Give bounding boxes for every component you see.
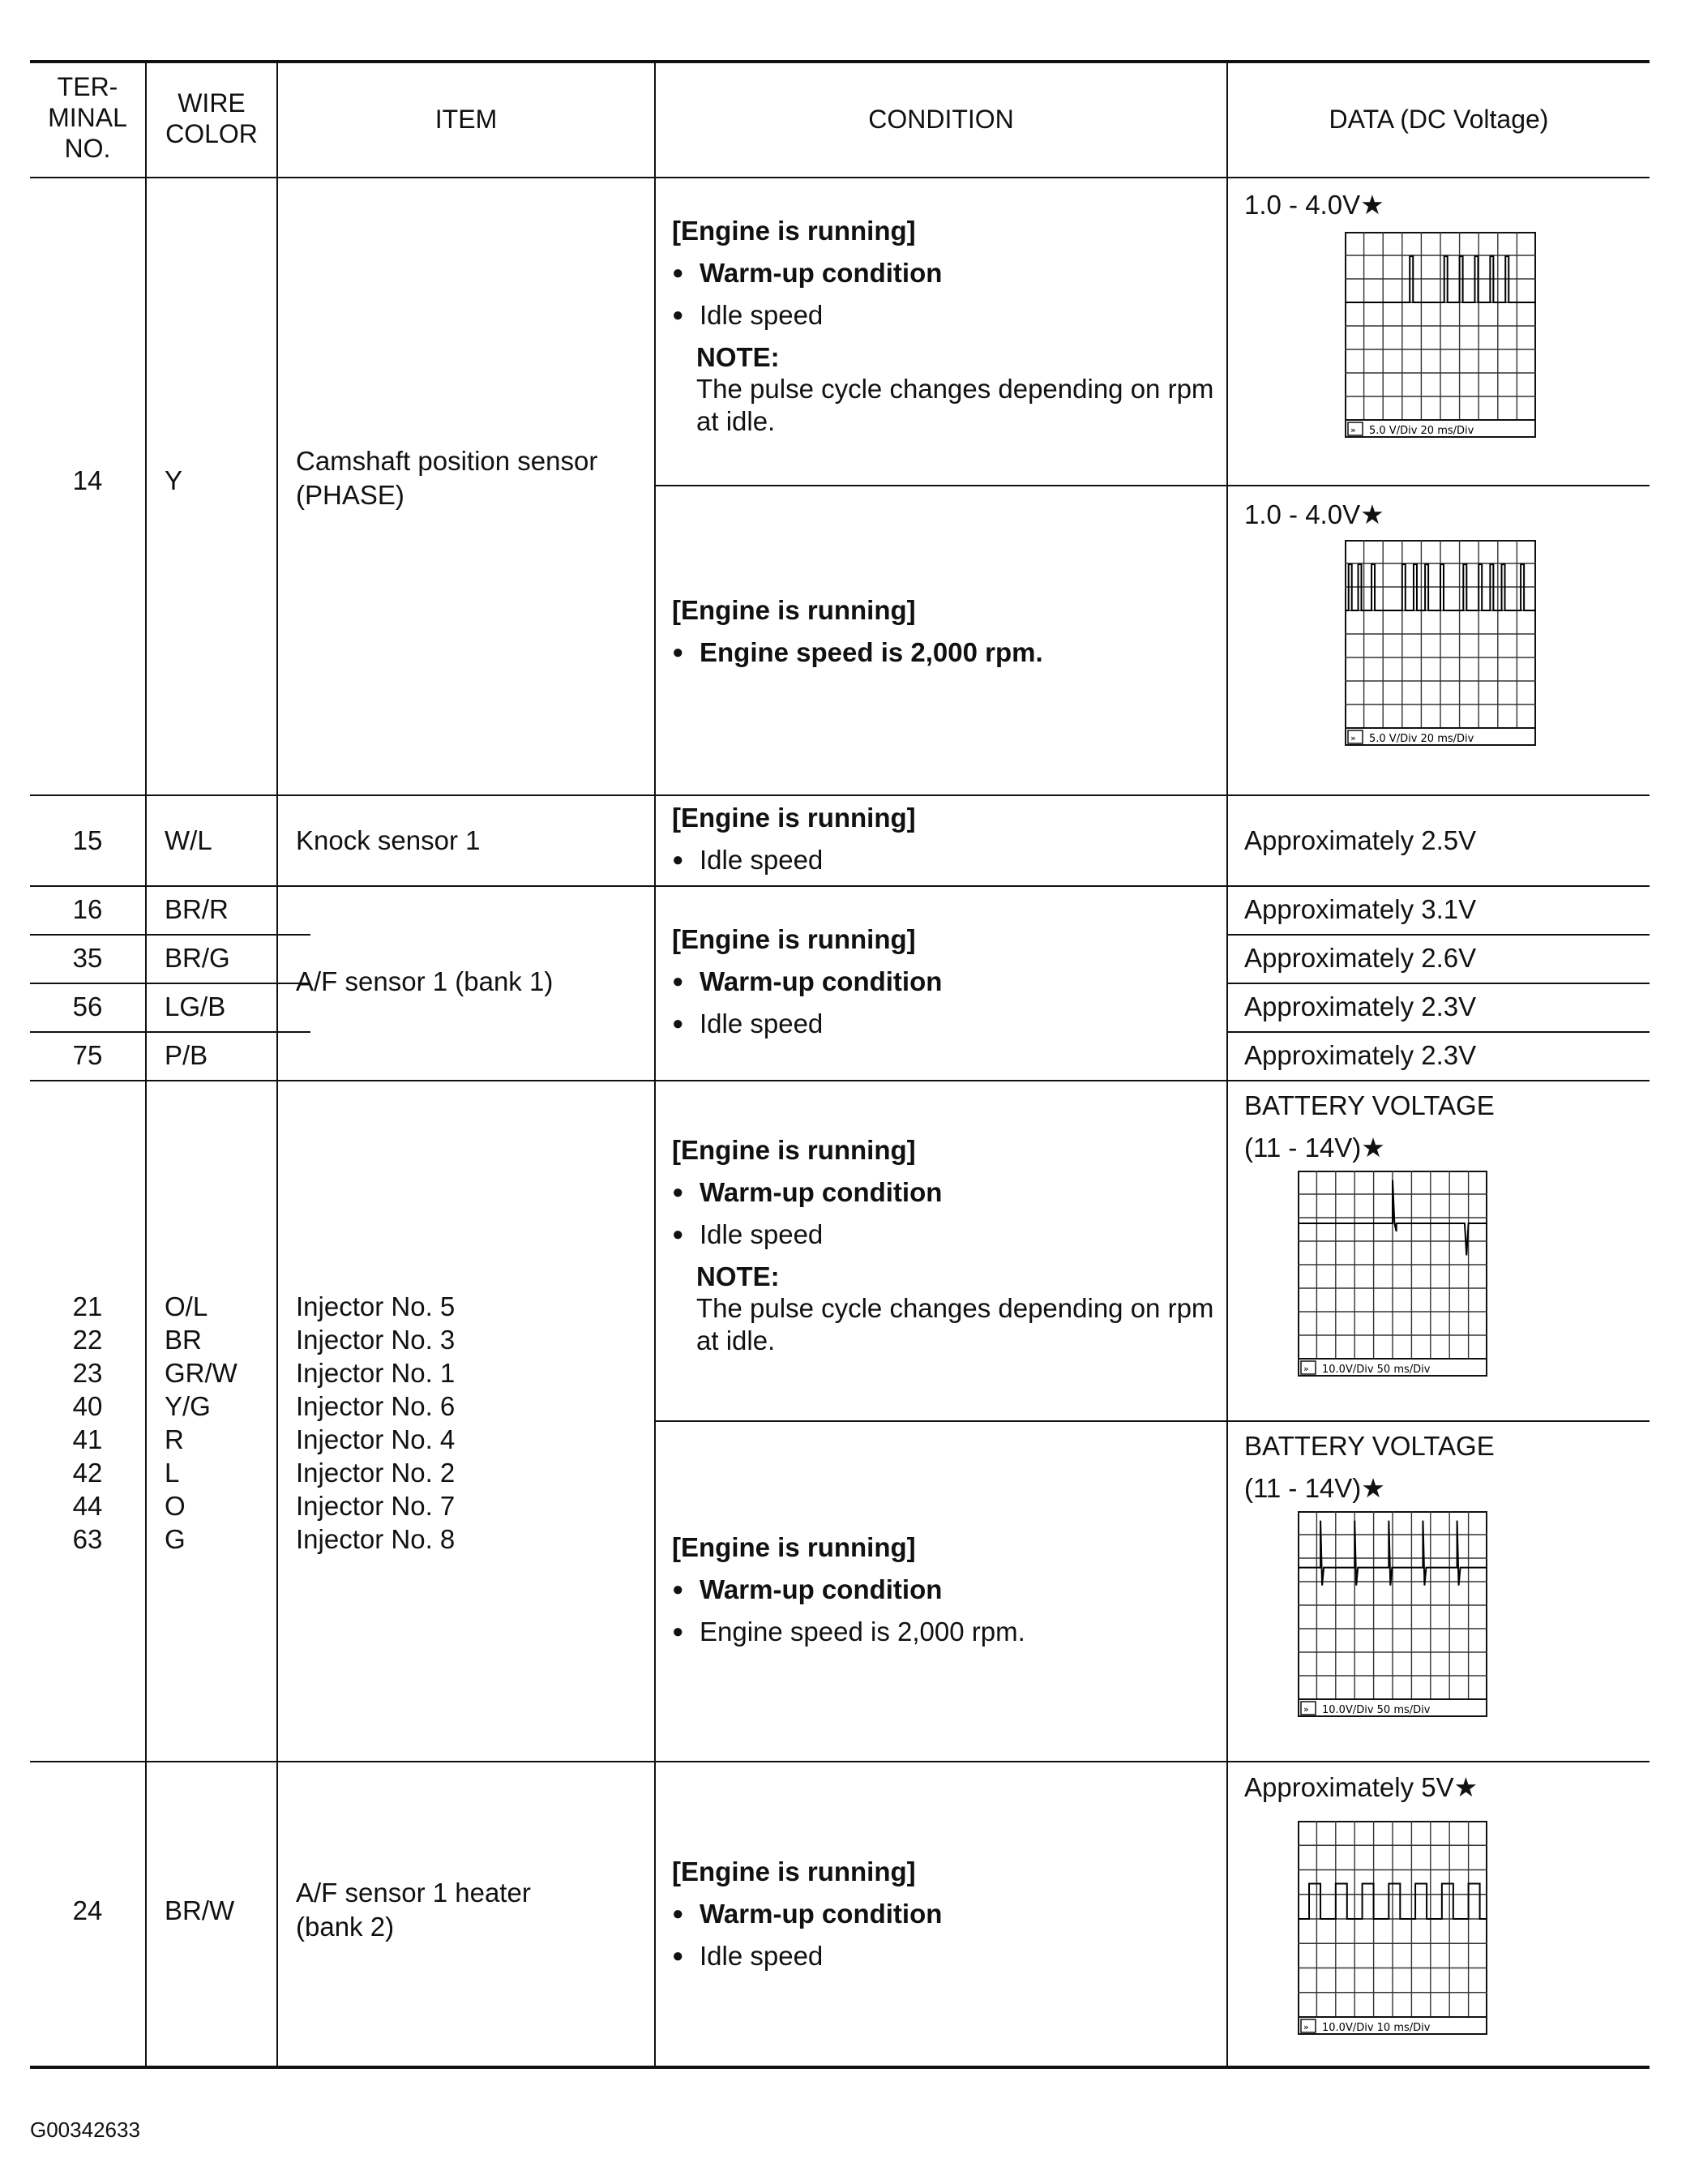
terminal-number: 35	[72, 943, 103, 973]
item-label-list: Injector No. 5 Injector No. 3 Injector No. 1 Injector No. 6 Injector No. 4 Injector No. 2 Injector No. 7 Injector No. 8	[296, 1291, 456, 1554]
row-divider	[1228, 1031, 1650, 1033]
condition-bullet: ● Warm-up condition	[700, 1573, 942, 1607]
condition-bullet: ● Warm-up condition	[700, 1176, 942, 1210]
row-divider	[656, 485, 1650, 486]
wire-color: W/L	[165, 825, 212, 855]
condition-title: [Engine is running]	[672, 1135, 916, 1165]
svg-text:10.0V/Div 10 ms/Div: 10.0V/Div 10 ms/Div	[1322, 2022, 1431, 2034]
wire-color: BR/W	[165, 1895, 235, 1925]
row-divider	[1228, 983, 1650, 984]
terminal-number: 24	[72, 1895, 103, 1925]
data-value: Approximately 5V★	[1244, 1772, 1478, 1802]
condition-title: [Engine is running]	[672, 1532, 916, 1562]
data-value: BATTERY VOLTAGE (11 - 14V)★	[1244, 1431, 1495, 1503]
column-divider	[654, 60, 656, 2069]
terminal-number: 56	[72, 991, 103, 1021]
svg-text:5.0 V/Div 20 ms/Div: 5.0 V/Div 20 ms/Div	[1369, 425, 1474, 437]
condition-bullet: ● Warm-up condition	[700, 965, 942, 999]
svg-text:»: »	[1303, 1364, 1309, 1374]
condition-title: [Engine is running]	[672, 924, 916, 954]
terminal-number: 15	[72, 825, 103, 855]
figure-id: G00342633	[30, 2118, 140, 2142]
wire-color: BR/R	[165, 894, 229, 924]
condition-bullet: ● Idle speed	[700, 298, 823, 332]
row-divider	[30, 794, 1650, 796]
oscilloscope-waveform	[1298, 1171, 1487, 1377]
row-divider	[30, 983, 310, 984]
row-divider	[656, 1420, 1650, 1422]
row-divider	[1228, 934, 1650, 936]
svg-text:5.0 V/Div 20 ms/Div: 5.0 V/Div 20 ms/Div	[1369, 733, 1474, 745]
condition-title: [Engine is running]	[672, 216, 916, 246]
data-value: Approximately 2.6V	[1244, 943, 1477, 973]
table-bottom-rule	[30, 2066, 1650, 2069]
wire-color: P/B	[165, 1040, 208, 1070]
terminal-data-table	[30, 60, 1650, 2100]
svg-text:10.0V/Div 50 ms/Div: 10.0V/Div 50 ms/Div	[1322, 1364, 1431, 1376]
condition-bullet: ● Idle speed	[700, 843, 823, 877]
note-label: NOTE:	[696, 342, 780, 372]
row-divider	[30, 1080, 1650, 1081]
svg-text:10.0V/Div 50 ms/Div: 10.0V/Div 50 ms/Div	[1322, 1704, 1431, 1716]
header-condition: CONDITION	[868, 105, 1014, 134]
oscilloscope-waveform	[1298, 1511, 1487, 1717]
condition-bullet: ● Idle speed	[700, 1939, 823, 1973]
data-value: Approximately 2.3V	[1244, 991, 1477, 1021]
data-value: Approximately 2.5V	[1244, 825, 1477, 855]
header-item: ITEM	[434, 105, 498, 134]
svg-text:»: »	[1303, 1704, 1309, 1715]
item-label: Camshaft position sensor (PHASE)	[296, 446, 598, 510]
column-divider	[276, 60, 278, 2069]
item-label: A/F sensor 1 heater (bank 2)	[296, 1878, 531, 1942]
data-value: Approximately 3.1V	[1244, 894, 1477, 924]
wire-color-list: O/L BR GR/W Y/G R L O G	[165, 1291, 237, 1554]
column-divider	[1226, 60, 1228, 2069]
data-value: Approximately 2.3V	[1244, 1040, 1477, 1070]
terminal-number: 16	[72, 894, 103, 924]
header-rule	[30, 177, 1650, 178]
data-value: 1.0 - 4.0V★	[1244, 190, 1384, 220]
condition-bullet: ● Idle speed	[700, 1218, 823, 1252]
row-divider	[30, 1761, 1650, 1762]
column-divider	[145, 60, 147, 2069]
data-value: 1.0 - 4.0V★	[1244, 499, 1384, 529]
row-divider	[30, 934, 310, 936]
condition-bullet: ● Warm-up condition	[700, 256, 942, 290]
oscilloscope-waveform	[1345, 540, 1536, 746]
header-data: DATA (DC Voltage)	[1329, 105, 1549, 134]
condition-title: [Engine is running]	[672, 803, 916, 833]
row-divider	[30, 1031, 310, 1033]
item-label: Knock sensor 1	[296, 825, 481, 855]
condition-bullet: ● Engine speed is 2,000 rpm.	[700, 1615, 1025, 1649]
oscilloscope-waveform	[1345, 232, 1536, 438]
wire-color: Y	[165, 465, 183, 495]
terminal-number: 75	[72, 1040, 103, 1070]
svg-text:»: »	[1350, 733, 1356, 743]
condition-title: [Engine is running]	[672, 1856, 916, 1886]
item-label: A/F sensor 1 (bank 1)	[296, 966, 554, 996]
wire-color: BR/G	[165, 943, 230, 973]
note-text: The pulse cycle changes depending on rpm at idle.	[696, 1293, 1214, 1355]
condition-bullet: ● Engine speed is 2,000 rpm.	[700, 636, 1043, 670]
header-wire-color: WIRE COLOR	[165, 88, 258, 148]
table-top-rule	[30, 60, 1650, 63]
note-text: The pulse cycle changes depending on rpm at idle.	[696, 374, 1214, 436]
wire-color: LG/B	[165, 991, 226, 1021]
header-terminal: TER- MINAL NO.	[48, 72, 127, 163]
data-value: BATTERY VOLTAGE (11 - 14V)★	[1244, 1090, 1495, 1163]
condition-title: [Engine is running]	[672, 595, 916, 625]
terminal-number-list: 21 22 23 40 41 42 44 63	[72, 1291, 103, 1554]
row-divider	[30, 885, 1650, 887]
condition-bullet: ● Warm-up condition	[700, 1897, 942, 1931]
terminal-number: 14	[72, 465, 103, 495]
svg-text:»: »	[1303, 2022, 1309, 2032]
svg-text:»: »	[1350, 425, 1356, 435]
oscilloscope-waveform	[1298, 1821, 1487, 2035]
condition-bullet: ● Idle speed	[700, 1007, 823, 1041]
note-label: NOTE:	[696, 1261, 780, 1291]
